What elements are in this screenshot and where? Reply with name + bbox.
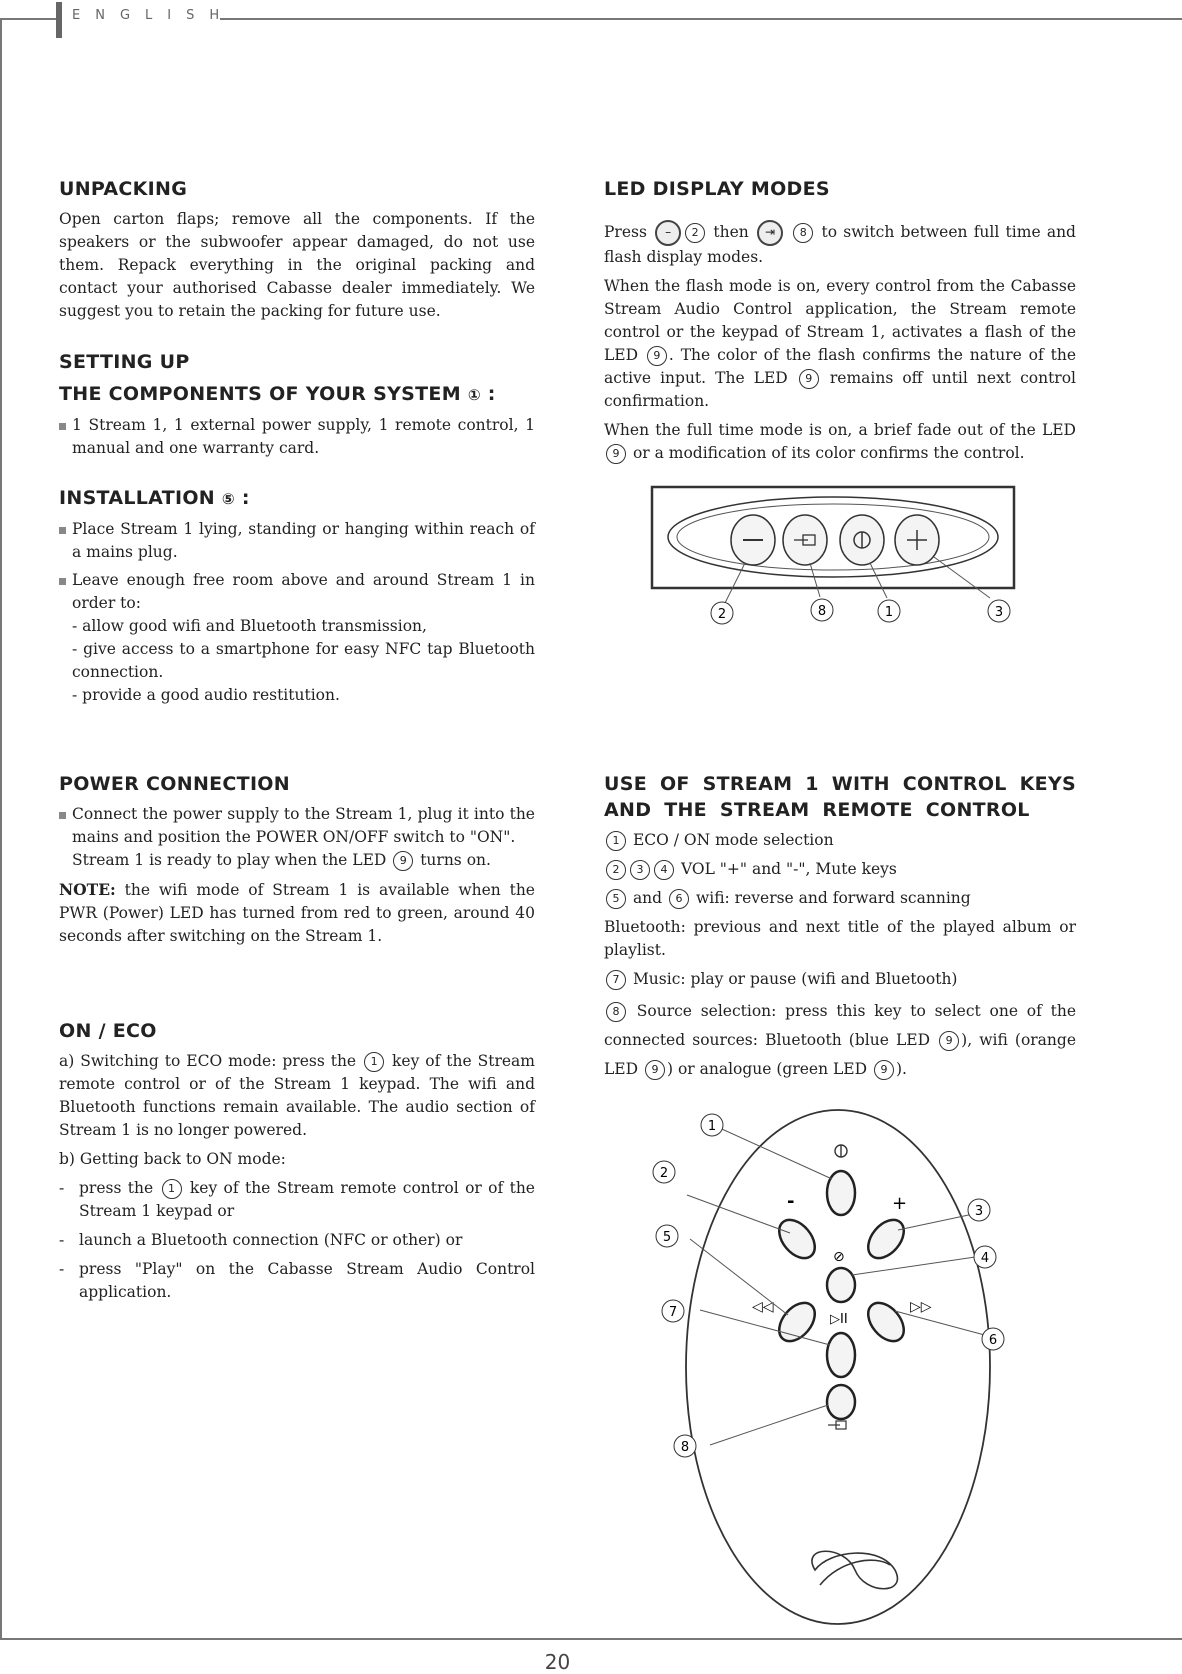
on-eco-title: ON / ECO: [59, 1020, 157, 1042]
led-p1: Press – 2 then ⇥ 8 to switch between full time and flash display modes.: [604, 220, 1076, 269]
keypad-callout-2: [711, 602, 733, 624]
svg-text:5: 5: [662, 1230, 672, 1245]
mute-icon: ⊘: [833, 1249, 845, 1265]
svg-text:3: 3: [994, 605, 1004, 620]
svg-text:+: +: [892, 1193, 908, 1214]
page-frame-bottom: [0, 1638, 1182, 1640]
svg-text:7: 7: [668, 1305, 678, 1320]
remote-callout-7: [662, 1300, 684, 1322]
led-ref: 9: [393, 851, 413, 871]
led-title: LED DISPLAY MODES: [604, 178, 830, 200]
unpacking-text: Open carton flaps; remove all the components. If the speakers or the subwoofer appear damaged, do not use them. Repack everything in the original packing and contact your authorised Cabasse dealer immediately. We suggest you to retain the packing for future use.: [59, 210, 535, 320]
svg-text:1: 1: [707, 1119, 717, 1134]
remote-mute-button: [827, 1268, 855, 1302]
on-eco-dash-2: - launch a Bluetooth connection (NFC or other) or: [59, 1229, 535, 1252]
source-key-icon: ⇥: [757, 220, 783, 246]
svg-text:3: 3: [974, 1204, 984, 1219]
keypad-callout-3: [988, 600, 1010, 622]
power-item-1: Connect the power supply to the Stream 1, plug it into the mains and position the POWER ON/OFF switch to "ON".: [59, 803, 535, 849]
power-item-1b: Stream 1 is ready to play when the LED 9 turns on.: [72, 851, 491, 869]
power-title: POWER CONNECTION: [59, 773, 290, 795]
left-column: [59, 176, 535, 1310]
use-line-2: 2 3 4 VOL "+" and "-", Mute keys: [604, 858, 1076, 881]
power-note: NOTE: the wifi mode of Stream 1 is available when the PWR (Power) LED has turned from red to green, around 40 seconds after switching on the Stream 1.: [59, 880, 535, 945]
remote-callout-2: [653, 1161, 675, 1183]
use-line-3: 5 and 6 wifi: reverse and forward scanning: [604, 887, 1076, 910]
led-p2: When the flash mode is on, every control from the Cabasse Stream Audio Control application, the Stream remote control or the keypad of Stream 1, activates a flash of the LED 9 . The color of the flash confirms the nature of the active input. The LED 9 remains off until next control confirmation.: [604, 277, 1076, 410]
minus-key-icon: –: [655, 220, 681, 246]
installation-sub-3: - provide a good audio restitution.: [72, 686, 340, 704]
keypad-callout-8: [811, 599, 833, 621]
remote-control-diagram: [640, 1105, 1020, 1635]
on-eco-dash-3: - press "Play" on the Cabasse Stream Audio Control application.: [59, 1258, 535, 1304]
remote-callout-5: [656, 1225, 678, 1247]
use-line-1: 1 ECO / ON mode selection: [604, 829, 1076, 852]
installation-item-2: Leave enough free room above and around Stream 1 in order to:: [59, 569, 535, 615]
components-title: THE COMPONENTS OF YOUR SYSTEM ① :: [59, 383, 496, 405]
installation-title: INSTALLATION ⑤ :: [59, 487, 250, 509]
language-tab: [56, 2, 62, 38]
use-title: USE OF STREAM 1 WITH CONTROL KEYS AND THE STREAM REMOTE CONTROL: [604, 773, 1076, 821]
use-line-5: 7 Music: play or pause (wifi and Bluetooth): [604, 968, 1076, 991]
forward-icon: ▷▷: [910, 1299, 932, 1315]
remote-callout-6: [982, 1328, 1004, 1350]
installation-sub-2: - give access to a smartphone for easy NFC tap Bluetooth connection.: [72, 640, 535, 681]
setting-up-title: SETTING UP: [59, 351, 190, 373]
remote-callout-4: [974, 1246, 996, 1268]
keypad-plus-button: [895, 515, 939, 565]
unpacking-title: UNPACKING: [59, 178, 188, 200]
page-frame-top-left: [0, 18, 58, 20]
svg-text:8: 8: [680, 1440, 690, 1455]
keypad-source-button: [783, 515, 827, 565]
keypad-power-button: [840, 515, 884, 565]
remote-callout-8: [674, 1435, 696, 1457]
use-line-4: Bluetooth: previous and next title of the played album or playlist.: [604, 918, 1076, 959]
svg-text:8: 8: [817, 604, 827, 619]
svg-text:6: 6: [988, 1333, 998, 1348]
svg-text:2: 2: [717, 607, 727, 622]
on-eco-dash-1: - press the 1 key of the Stream remote control or of the Stream 1 keypad or: [59, 1177, 535, 1223]
use-line-6: 8 Source selection: press this key to select one of the connected sources: Bluetooth (blue LED 9 ), wifi (orange LED 9 ) or analogue (green LED 9 ).: [604, 1002, 1077, 1078]
play-pause-icon: ▷II: [830, 1312, 848, 1327]
installation-item-1: Place Stream 1 lying, standing or hanging within reach of a mains plug.: [59, 518, 535, 564]
page-number: 20: [544, 1650, 571, 1674]
rewind-icon: ◁◁: [752, 1299, 774, 1315]
components-item: 1 Stream 1, 1 external power supply, 1 remote control, 1 manual and one warranty card.: [59, 414, 535, 460]
keypad-diagram: [650, 485, 1020, 630]
page-frame-left: [0, 18, 2, 1639]
page-frame-top-right: [220, 18, 1182, 20]
svg-text:4: 4: [980, 1251, 990, 1266]
remote-play-pause-button: [827, 1333, 855, 1377]
remote-callout-1: [701, 1114, 723, 1136]
language-label: ENGLISH: [72, 8, 235, 23]
on-eco-b: b) Getting back to ON mode:: [59, 1150, 286, 1168]
svg-text:1: 1: [884, 605, 894, 620]
right-column: [604, 176, 1076, 1090]
keypad-minus-button: [731, 515, 775, 565]
remote-source-button: [827, 1385, 855, 1419]
svg-text:2: 2: [659, 1166, 669, 1181]
remote-callout-3: [968, 1199, 990, 1221]
svg-text:-: -: [787, 1191, 795, 1212]
installation-sub-1: - allow good wifi and Bluetooth transmission,: [72, 617, 427, 635]
led-p3: When the full time mode is on, a brief fade out of the LED 9 or a modification of its color confirms the control.: [604, 421, 1076, 462]
keypad-callout-1: [878, 600, 900, 622]
on-eco-a: a) Switching to ECO mode: press the 1 key of the Stream remote control or of the Stream 1 keypad. The wifi and Bluetooth functions remain available. The audio section of Stream 1 is no longer powered.: [59, 1052, 535, 1139]
